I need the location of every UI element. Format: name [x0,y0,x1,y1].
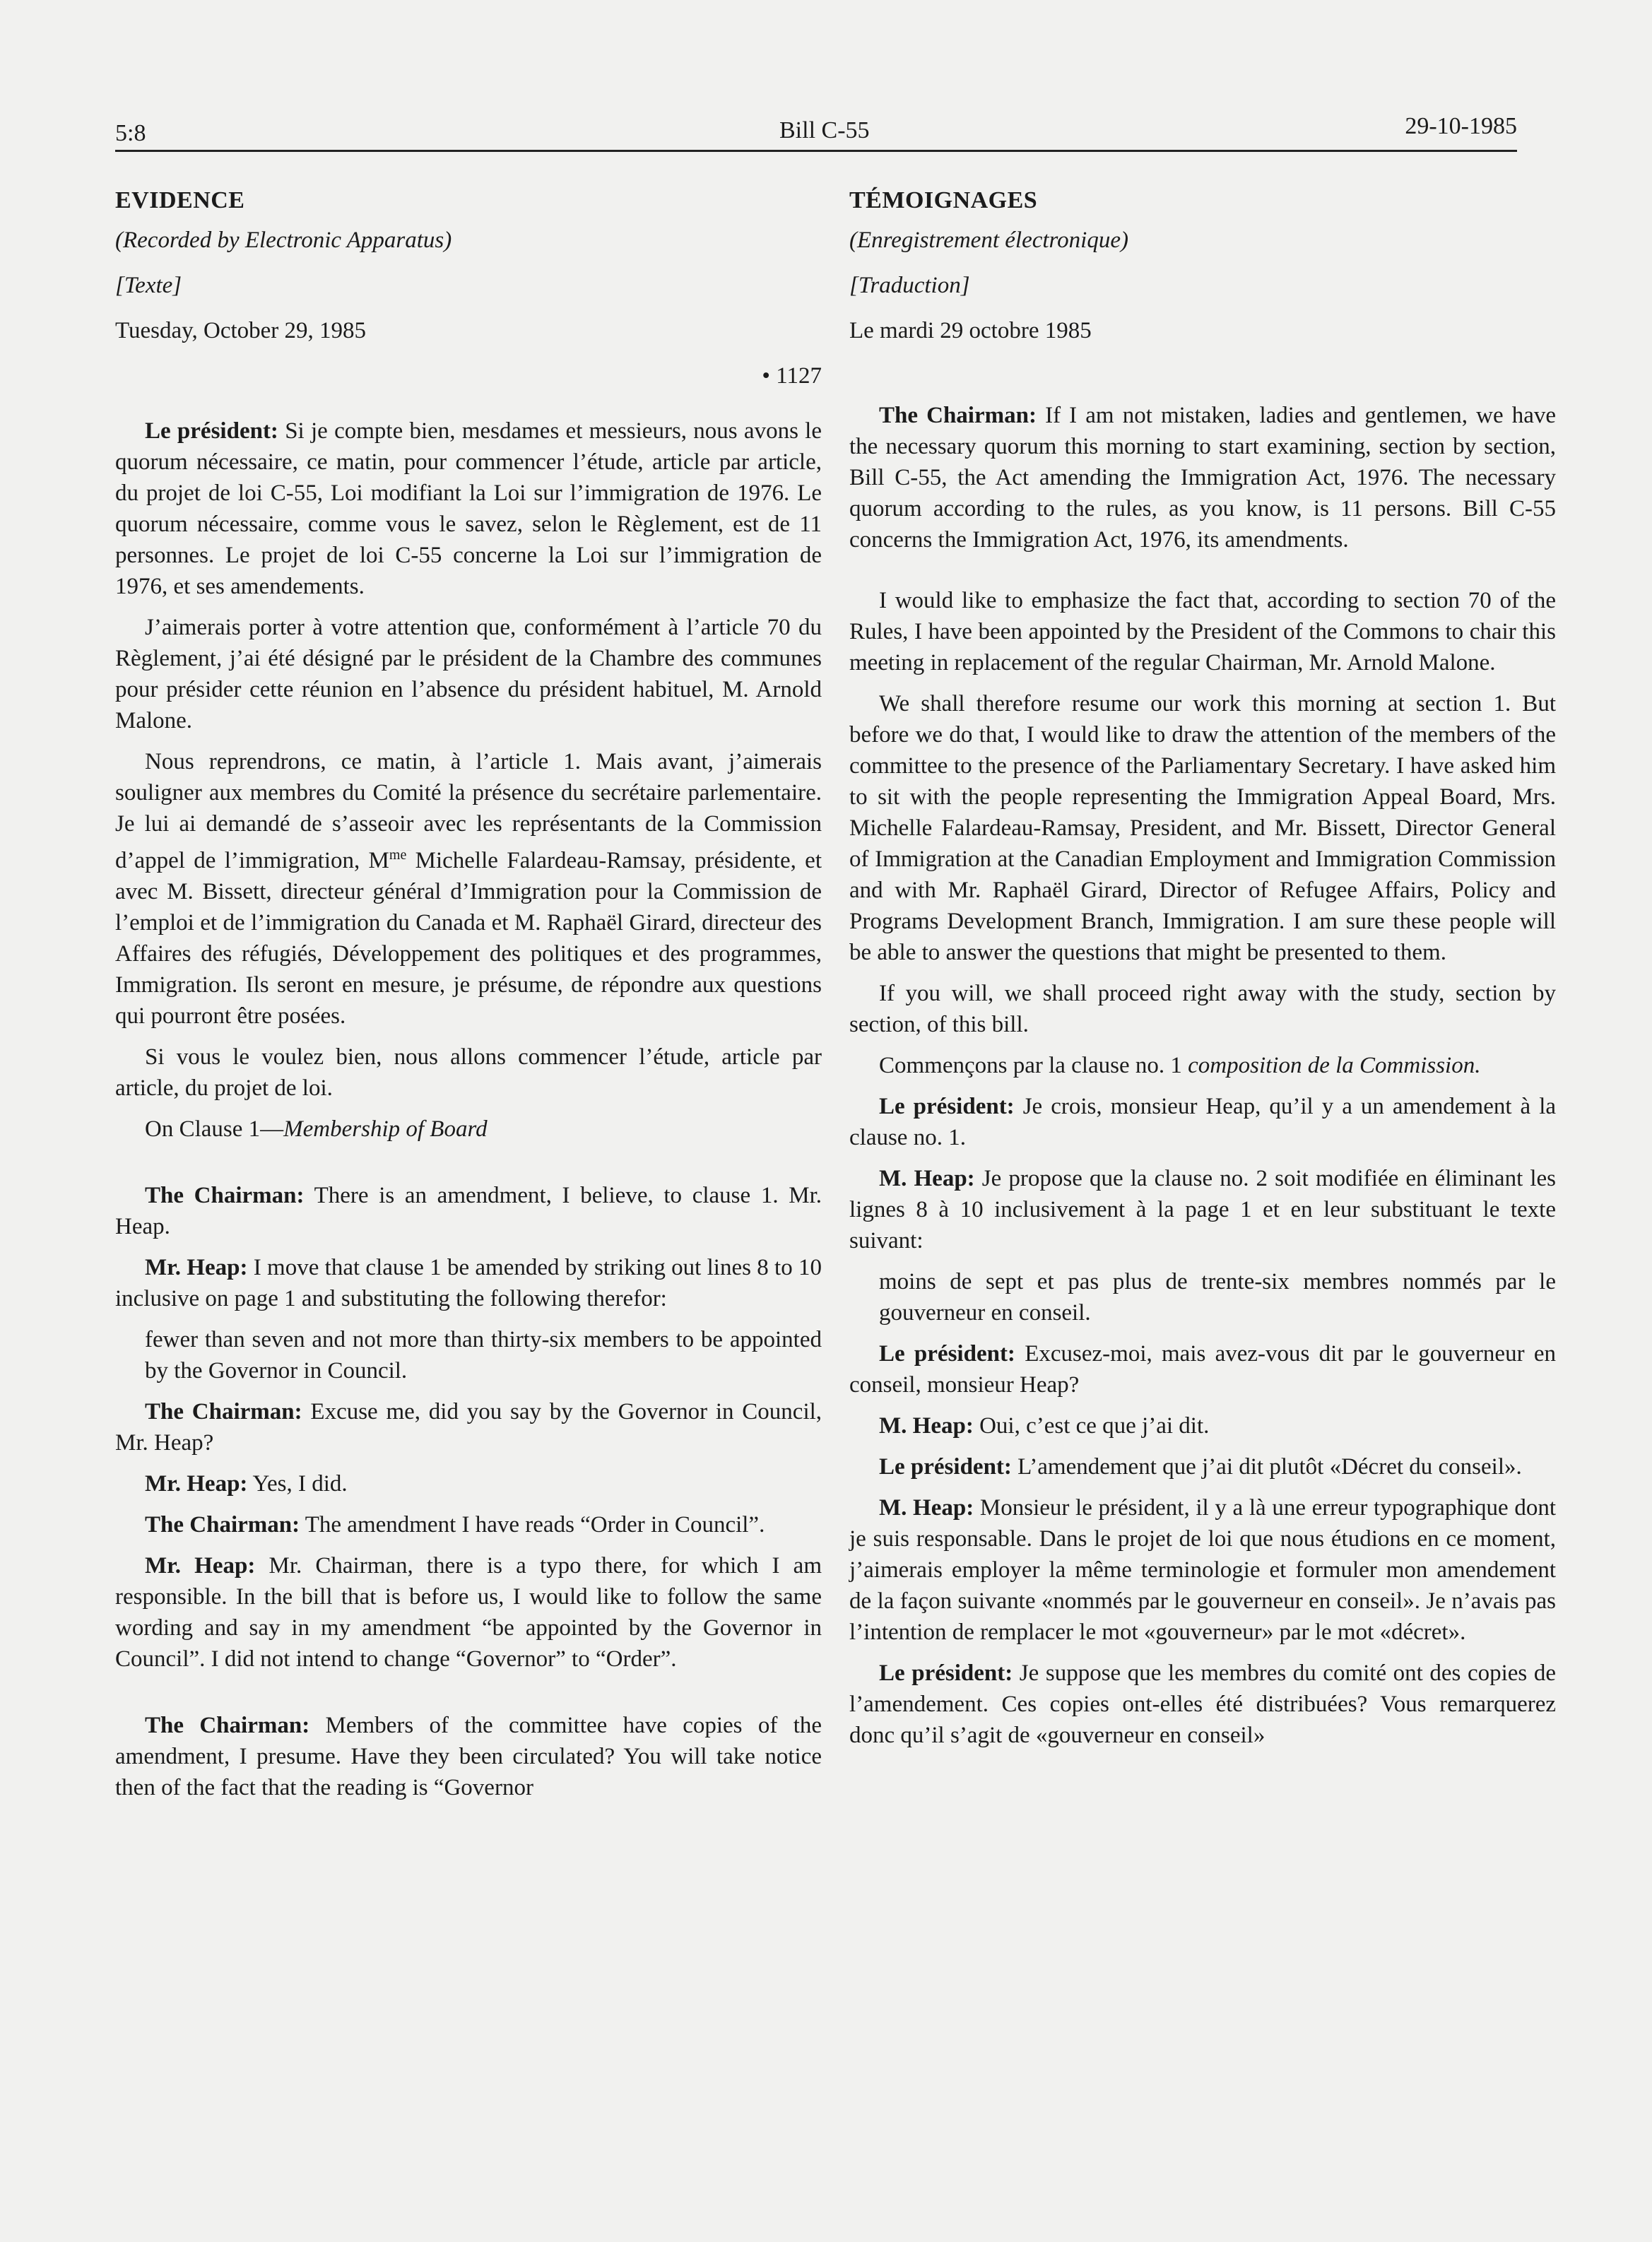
speech: Le président: Je suppose que les membres du comité ont des copies de l’amendement. Ces copies ont-elles été distribuées? Vous remarquerez donc qu’il s’agit de «gouverneur en conseil» [849,1660,1556,1748]
time-stamp: • 1127 [762,363,822,389]
speech: The Chairman: Members of the committee have copies of the amendment, I presume. Have they been circulated? You will take notice then of the fact that the reading is “Governor [115,1713,822,1800]
text-tag: [Texte] [115,273,182,298]
section-heading: EVIDENCE [115,187,245,213]
paragraph: Si vous le voulez bien, nous allons commencer l’étude, article par article, du projet de loi. [115,1044,822,1101]
paragraph: I would like to emphasize the fact that, according to section 70 of the Rules, I have been appointed by the President of the Commons to chair this meeting in replacement of the regular Chairman, Mr. Arnold Malone. [849,588,1556,675]
paragraph: The Chairman: If I am not mistaken, ladies and gentlemen, we have the necessary quorum this morning to start examining, section by section, Bill C-55, the Act amending the Immigration Act, 1976. The necessary quorum according to the rules, as you know, is 11 persons. Bill C-55 concerns the Immigration Act, 1976, its amendments. [849,403,1557,553]
running-header [115,113,1517,148]
clause-heading: On Clause 1—Membership of Board [145,1116,488,1142]
session-date: Tuesday, October 29, 1985 [115,318,367,343]
text-tag: [Traduction] [849,273,970,298]
speech: Mr. Heap: Yes, I did. [145,1471,348,1497]
speech: The Chairman: There is an amendment, I believe, to clause 1. Mr. Heap. [115,1183,822,1239]
speech: M. Heap: Je propose que la clause no. 2 soit modifiée en éliminant les lignes 8 à 10 inclusivement à la page 1 et en leur substituant le texte suivant: [849,1166,1556,1253]
speech: Mr. Heap: Mr. Chairman, there is a typo there, for which I am responsible. In the bill that is before us, I would like to follow the same wording and say in my amendment “be appointed by the Governor in Council”. I did not intend to change “Governor” to “Order”. [115,1553,822,1672]
session-date: Le mardi 29 octobre 1985 [849,318,1092,343]
left-column [115,185,822,1813]
section-heading: TÉMOIGNAGES [849,187,1038,213]
recording-note: (Recorded by Electronic Apparatus) [115,228,452,253]
paragraph: J’aimerais porter à votre attention que, conformément à l’article 70 du Règlement, j’ai été désigné par le président de la Chambre des communes pour présider cette réunion en l’absence du président habituel, M. Arnold Malone. [115,615,822,733]
header-date: 29-10-1985 [1405,113,1517,139]
speech: M. Heap: Oui, c’est ce que j’ai dit. [879,1413,1210,1439]
right-column [849,185,1556,1761]
speech: M. Heap: Monsieur le président, il y a là une erreur typographique dont je suis responsable. Dans le projet de loi que nous étudions en ce moment, j’aimerais employer la même terminologie et formuler mon amendement de la façon suivante «nommés par le gouverneur en conseil». Je n’avais pas l’intention de remplacer le mot «gouverneur» par le mot «décret». [849,1495,1557,1645]
speech: The Chairman: The amendment I have reads “Order in Council”. [145,1512,765,1538]
header-rule [115,150,1517,152]
clause-heading: Commençons par la clause no. 1 composition de la Commission. [879,1053,1481,1078]
speech: Le président: Je crois, monsieur Heap, qu’il y a un amendement à la clause no. 1. [849,1094,1557,1150]
speech: The Chairman: Excuse me, did you say by the Governor in Council, Mr. Heap? [115,1399,822,1456]
paragraph: We shall therefore resume our work this morning at section 1. But before we do that, I would like to draw the attention of the members of the committee to the presence of the Parliamentary Secretary. I have asked him to sit with the people representing the Immigration Appeal Board, Mrs. Michelle Falardeau-Ramsay, President, and Mr. Bissett, Director General of Immigration at the Canadian Employment and Immigration Commission and with Mr. Raphaël Girard, Director of Refugee Affairs, Policy and Programs Development Branch, Immigration. I am sure these people will be able to answer the questions that might be presented to them. [849,691,1556,965]
speech: Le président: Excusez-moi, mais avez-vous dit par le gouverneur en conseil, monsieur Heap? [849,1341,1556,1398]
paragraph: Nous reprendrons, ce matin, à l’article 1. Mais avant, j’aimerais souligner aux membres du Comité la présence du secrétaire parlementaire. Je lui ai demandé de s’asseoir avec les représentants de la Commission d’appel de l’immigration, $M^{me}$ Michelle Falardeau-Ramsay, présidente, et avec M. Bissett, directeur général d’Immigration pour la Commission de l’emploi et de l’immigration du Canada et M. Raphaël Girard, directeur des Affaires des réfugiés, Développement des politiques et des programmes, Immigration. Ils seront en mesure, je présume, de répondre aux questions qui pourront être posées. [115,749,822,1029]
bill-title: Bill C-55 [779,117,870,143]
quoted-amendment: moins de sept et pas plus de trente-six membres nommés par le gouverneur en conseil. [879,1269,1556,1326]
page-number: 5:8 [115,120,146,146]
paragraph: If you will, we shall proceed right away with the study, section by section, of this bill. [849,981,1556,1037]
quoted-amendment: fewer than seven and not more than thirty-six members to be appointed by the Governor in Council. [145,1327,822,1383]
recording-note: (Enregistrement électronique) [849,228,1128,253]
speech: Mr. Heap: I move that clause 1 be amended by striking out lines 8 to 10 inclusive on page 1 and substituting the following therefor: [115,1255,822,1311]
paragraph: Le président: Si je compte bien, mesdames et messieurs, nous avons le quorum nécessaire, ce matin, pour commencer l’étude, article par article, du projet de loi C-55, Loi modifiant la Loi sur l’immigration de 1976. Le quorum nécessaire, comme vous le savez, selon le Règlement, est de 11 personnes. Le projet de loi C-55 concerne la Loi sur l’immigration de 1976, et ses amendements. [115,418,822,599]
speech: Le président: L’amendement que j’ai dit plutôt «Décret du conseil». [879,1454,1522,1480]
